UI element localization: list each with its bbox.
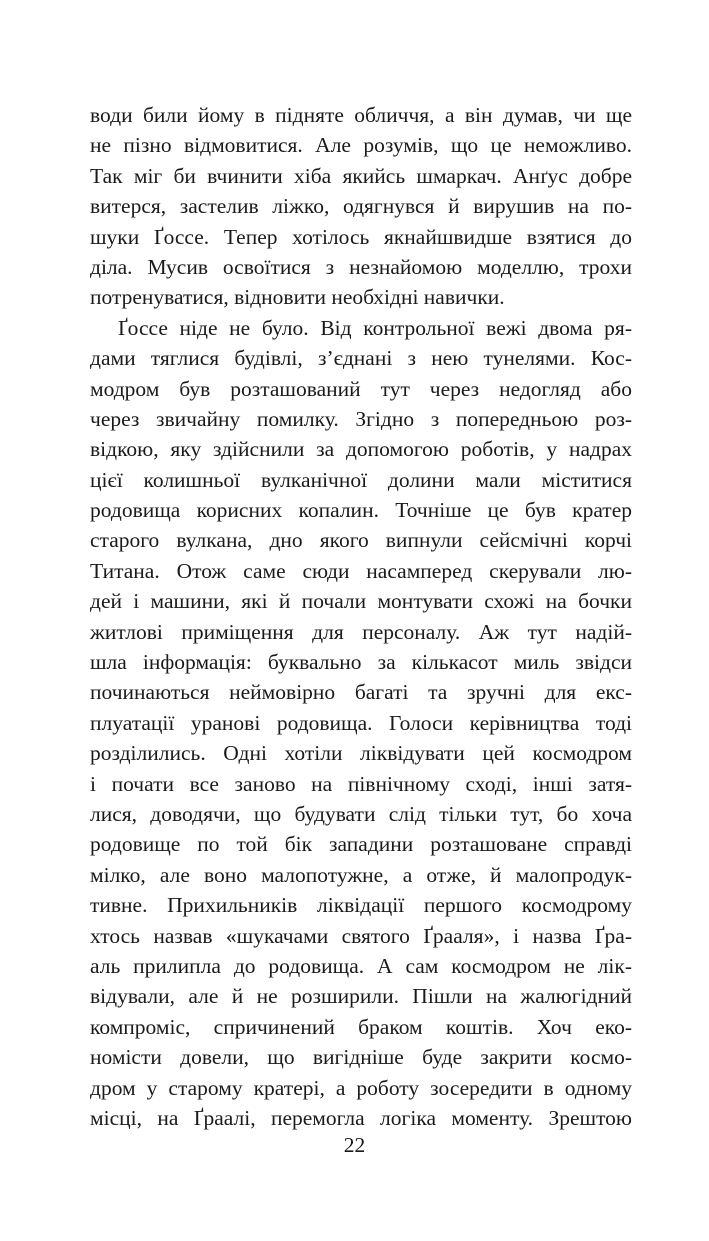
text-line: відкою, яку здійснили за допомогою роботів, у надрах [90,437,632,462]
text-line: родовища корисних копалин. Точніше це був кратер [90,498,632,523]
text-line: і почати все заново на північному сході, інші затя- [90,771,632,796]
body-text [90,100,632,1133]
text-line: старого вулкана, дно якого випнули сейсмічні корчі [90,528,632,553]
text-line: плуатації уранові родовища. Голоси керівництва тоді [90,710,632,735]
text-line: витерся, застелив ліжко, одягнувся й вирушив на по- [90,194,632,219]
text-line: не пізно відмовитися. Але розумів, що це неможливо. [90,133,632,158]
text-line: дром у старому кратері, а роботу зосередити в одному [90,1075,632,1100]
text-line: компроміс, спричинений браком коштів. Хоч еко- [90,1014,632,1039]
text-line: розділились. Одні хотіли ліквідувати цей космодром [90,741,632,766]
text-line: аль прилипла до родовища. А сам космодром не лік- [90,953,632,978]
text-line: починаються неймовірно багаті та зручні для екс- [90,680,632,705]
text-line: хтось назвав «шукачами святого Ґрааля», і назва Ґра- [90,923,632,948]
text-line: відували, але й не розширили. Пішли на жалюгідний [90,984,632,1009]
text-line: родовище по той бік западини розташоване справді [90,832,632,857]
text-line: діла. Мусив освоїтися з незнайомою моделлю, трохи [90,254,632,279]
text-line: Ґоссе ніде не було. Від контрольної вежі двома ря- [118,315,632,340]
text-line: мілко, але воно малопотужне, а отже, й малопродук- [90,862,632,887]
text-line: дей і машини, які й почали монтувати схожі на бочки [90,589,632,614]
text-line: тивне. Прихильників ліквідації першого космодрому [90,893,632,918]
text-line: потренуватися, відновити необхідні навички. [90,285,505,310]
text-line: Титана. Отож саме сюди насамперед скерували лю- [90,558,632,583]
text-line: дами тяглися будівлі, з’єднані з нею тунелями. Кос- [90,346,632,371]
text-line: шуки Ґоссе. Тепер хотілось якнайшвидше взятися до [90,224,632,249]
text-line: лися, доводячи, що будувати слід тільки тут, бо хоча [90,801,632,826]
text-line: шла інформація: буквально за кількасот миль звідси [90,650,632,675]
text-line: модром був розташований тут через недогляд або [90,376,632,401]
page-number: 22 [343,1133,366,1157]
text-line: цієї колишньої вулканічної долини мали міститися [90,467,632,492]
text-line: води били йому в підняте обличчя, а він думав, чи ще [90,103,632,127]
text-line: номісти довели, що вигідніше буде закрити космо- [90,1045,632,1070]
text-line: місці, на Ґраалі, перемогла логіка моменту. Зрештою [90,1105,632,1130]
text-line: через звичайну помилку. Згідно з попередньою роз- [90,406,632,431]
text-line: житлові приміщення для персоналу. Аж тут надій- [90,619,632,644]
text-line: Так міг би вчинити хіба якийсь шмаркач. Анґус добре [90,163,632,188]
